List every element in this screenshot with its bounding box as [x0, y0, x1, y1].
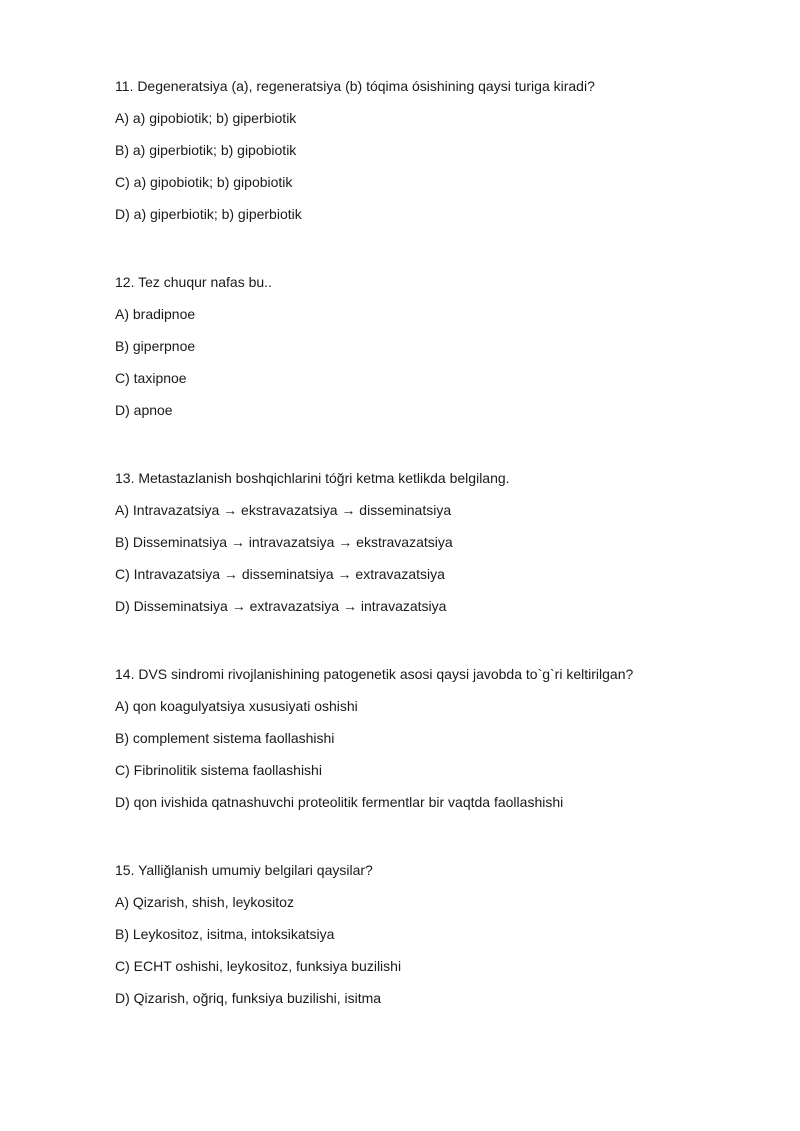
question-stem: 14. DVS sindromi rivojlanishining patogenetik asosi qaysi javobda to`g`ri keltirilgan?	[115, 666, 634, 682]
question-stem: 12. Tez chuqur nafas bu..	[115, 274, 272, 290]
answer-option-d: D) Qizarish, oğriq, funksiya buzilishi, isitma	[115, 990, 382, 1006]
question-stem: 15. Yalliğlanish umumiy belgilari qaysilar?	[115, 862, 373, 878]
answer-option-b: B) a) giperbiotik; b) gipobiotik	[115, 142, 297, 158]
answer-option-a: A) a) gipobiotik; b) giperbiotik	[115, 110, 297, 126]
answer-option-c: C) ECHT oshishi, leykositoz, funksiya buzilishi	[115, 958, 402, 974]
answer-option-d: D) apnoe	[115, 402, 173, 418]
answer-option-a: A) Intravazatsiya → ekstravazatsiya → disseminatsiya	[115, 502, 452, 518]
answer-option-a: A) qon koagulyatsiya xususiyati oshishi	[115, 698, 358, 714]
answer-option-b: B) Leykositoz, isitma, intoksikatsiya	[115, 926, 335, 942]
answer-option-c: C) a) gipobiotik; b) gipobiotik	[115, 174, 293, 190]
answer-option-c: C) Fibrinolitik sistema faollashishi	[115, 762, 322, 778]
answer-option-d: D) Disseminatsiya → extravazatsiya → intravazatsiya	[115, 598, 447, 614]
answer-option-c: C) taxipnoe	[115, 370, 187, 386]
answer-option-d: D) a) giperbiotik; b) giperbiotik	[115, 206, 302, 222]
question-11	[115, 76, 760, 224]
answer-option-b: B) Disseminatsiya → intravazatsiya → ekstravazatsiya	[115, 534, 453, 550]
answer-option-c: C) Intravazatsiya → disseminatsiya → extravazatsiya	[115, 566, 445, 582]
answer-option-a: A) Qizarish, shish, leykositoz	[115, 894, 294, 910]
answer-option-a: A) bradipnoe	[115, 306, 196, 322]
question-stem: 11. Degeneratsiya (a), regeneratsiya (b) tóqima ósishining qaysi turiga kiradi?	[115, 78, 595, 94]
question-14	[115, 664, 760, 812]
answer-option-b: B) giperpnoe	[115, 338, 196, 354]
question-stem: 13. Metastazlanish boshqichlarini tóğri ketma ketlikda belgilang.	[115, 470, 510, 486]
answer-option-b: B) complement sistema faollashishi	[115, 730, 335, 746]
question-13	[115, 468, 760, 616]
question-12	[115, 272, 760, 420]
question-15	[115, 860, 760, 1008]
answer-option-d: D) qon ivishida qatnashuvchi proteolitik fermentlar bir vaqtda faollashishi	[115, 794, 564, 810]
